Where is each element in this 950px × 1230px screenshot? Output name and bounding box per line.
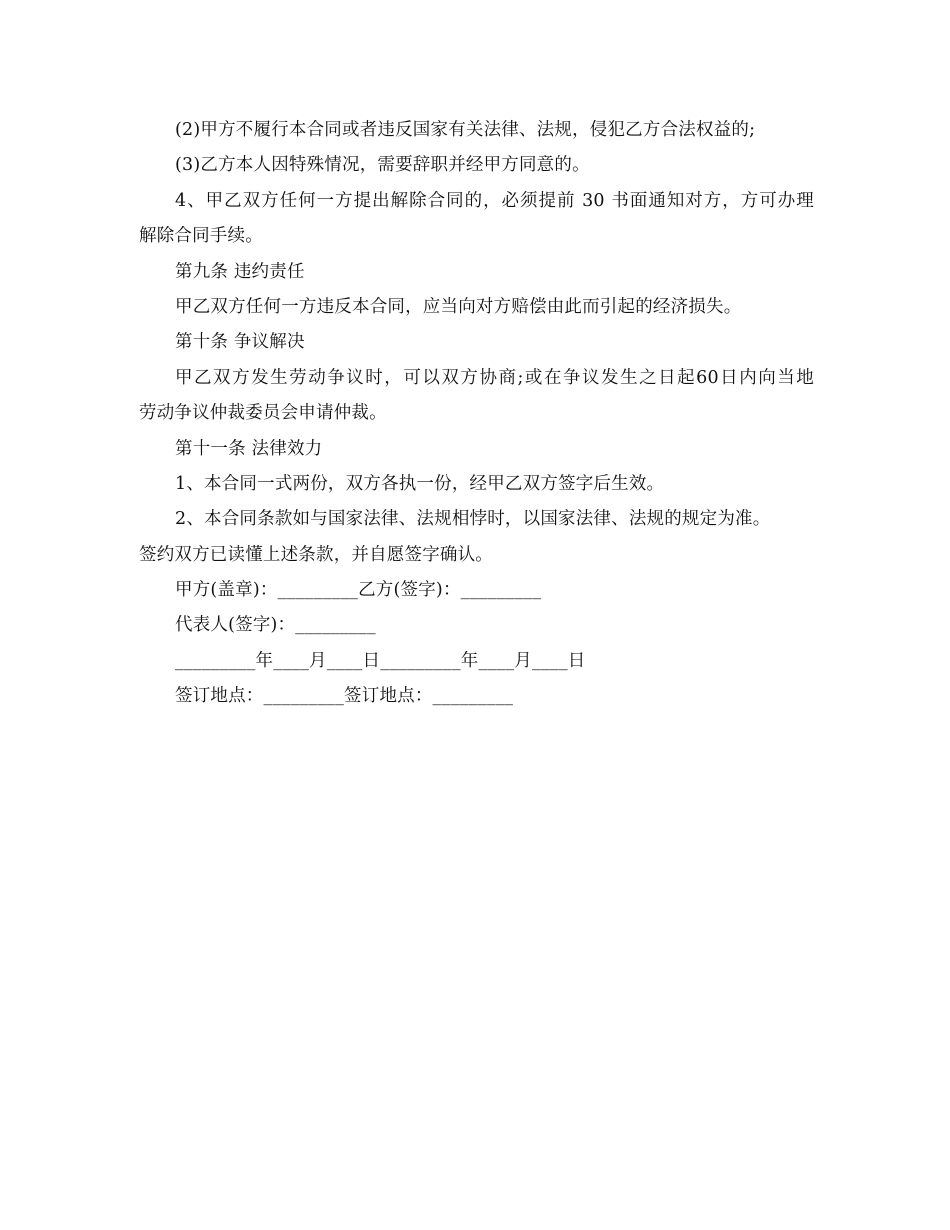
signing-date-line: _________年____月____日_________年____月____日 [175, 650, 586, 671]
clause-item-2: (2)甲方不履行本合同或者违反国家有关法律、法规，侵犯乙方合法权益的; [175, 120, 756, 140]
article-11-heading: 第十一条 法律效力 [175, 438, 323, 459]
article-11-item-1: 1、本合同一式两份，双方各执一份，经甲乙双方签字后生效。 [175, 473, 665, 494]
article-10-body-continuation: 劳动争议仲裁委员会申请仲裁。 [139, 403, 387, 424]
signing-location-line: 签订地点：_________签订地点：_________ [175, 686, 514, 707]
article-9-body: 甲乙双方任何一方违反本合同，应当向对方赔偿由此而引起的经济损失。 [175, 296, 742, 317]
clause-item-3: (3)乙方本人因特殊情况，需要辞职并经甲方同意的。 [175, 155, 590, 176]
clause-4-continuation: 解除合同手续。 [139, 226, 263, 247]
party-signature-line: 甲方(盖章)：_________乙方(签字)：_________ [175, 580, 542, 601]
article-10-heading: 第十条 争议解决 [175, 332, 305, 353]
article-10-body-first-line: 甲乙双方发生劳动争议时，可以双方协商;或在争议发生之日起60日内向当地 [175, 367, 814, 388]
document-page [139, 113, 814, 715]
article-9-heading: 第九条 违约责任 [175, 261, 305, 282]
clause-4-first-line: 4、甲乙双方任何一方提出解除合同的，必须提前 30 书面通知对方，方可办理 [175, 190, 814, 211]
article-11-item-2: 2、本合同条款如与国家法律、法规相悖时，以国家法律、法规的规定为准。 [175, 509, 771, 530]
confirmation-statement: 签约双方已读懂上述条款，并自愿签字确认。 [139, 544, 493, 565]
representative-signature-line: 代表人(签字)：_________ [175, 615, 376, 636]
